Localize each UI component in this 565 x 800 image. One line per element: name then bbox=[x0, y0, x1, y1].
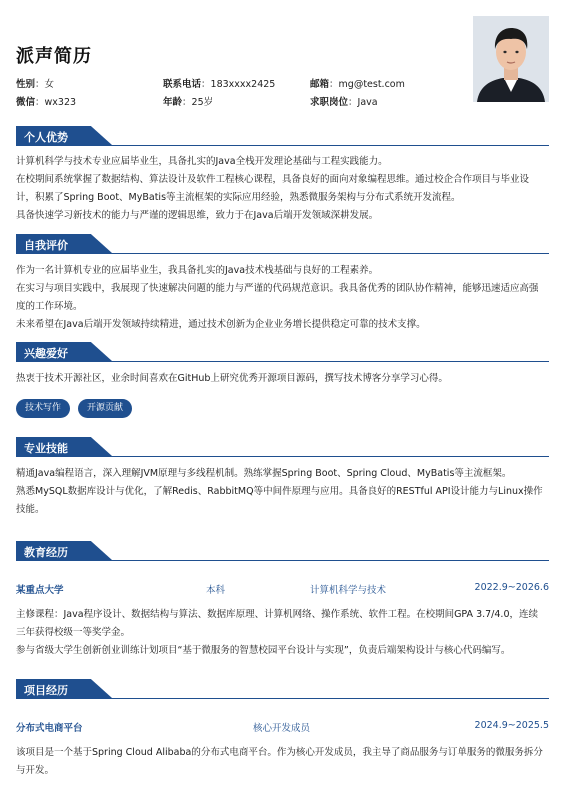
section-project-body bbox=[16, 744, 549, 780]
section-advantage-body bbox=[16, 153, 549, 225]
hobby-tags bbox=[16, 399, 132, 418]
project-period: 2024.9~2025.5 bbox=[474, 720, 549, 731]
section-project-title: 项目经历 bbox=[24, 684, 68, 697]
info-wechat-label: 微信 bbox=[16, 97, 36, 108]
hobby-tag: 开源贡献 bbox=[78, 399, 132, 418]
self-eval-line: 在实习与项目实践中，我展现了快速解决问题的能力与严谨的代码规范意识。我具备优秀的团队协作精神，能够迅速适应高强 bbox=[16, 283, 539, 294]
info-job-label: 求职岗位 bbox=[310, 97, 349, 108]
section-education-body bbox=[16, 606, 549, 660]
section-self-eval-title: 自我评价 bbox=[24, 239, 68, 252]
info-email: 邮箱：mg@test.com bbox=[310, 79, 405, 90]
education-degree: 本科 bbox=[206, 585, 226, 596]
section-skills-header bbox=[16, 437, 549, 457]
info-age: 年龄：25岁 bbox=[163, 97, 214, 108]
hobby-tag: 技术写作 bbox=[16, 399, 70, 418]
resume-name: 派声简历 bbox=[16, 46, 92, 67]
skills-line: 熟悉MySQL数据库设计与优化，了解Redis、RabbitMQ等中间件原理与应用。具备良好的RESTful API设计能力与Linux操作 bbox=[16, 486, 543, 497]
info-email-value: mg@test.com bbox=[338, 79, 405, 90]
info-wechat-value: wx323 bbox=[44, 97, 77, 108]
info-gender: 性别：女 bbox=[16, 79, 55, 90]
info-gender-label: 性别 bbox=[16, 79, 36, 90]
profile-photo bbox=[473, 16, 549, 102]
section-skills-body bbox=[16, 465, 549, 519]
section-hobby-body bbox=[16, 370, 549, 388]
info-age-label: 年龄 bbox=[163, 97, 183, 108]
info-phone-value: 183xxxx2425 bbox=[210, 79, 276, 90]
section-hobby-title: 兴趣爱好 bbox=[24, 347, 68, 360]
info-job-value: Java bbox=[357, 97, 378, 108]
info-gender-value: 女 bbox=[44, 79, 55, 90]
section-self-eval-body bbox=[16, 262, 549, 334]
section-project-header bbox=[16, 679, 549, 699]
advantage-line: 具备快速学习新技术的能力与严谨的逻辑思维，致力于在Java后端开发领域深耕发展。 bbox=[16, 210, 379, 221]
section-advantage-title: 个人优势 bbox=[24, 131, 68, 144]
advantage-line: 在校期间系统掌握了数据结构、算法设计及软件工程核心课程，具备良好的面向对象编程思维。通过校企合作项目与毕业设 bbox=[16, 174, 530, 185]
info-email-label: 邮箱 bbox=[310, 79, 330, 90]
education-school: 某重点大学 bbox=[16, 585, 64, 596]
skills-line: 技能。 bbox=[16, 504, 45, 515]
hobby-line: 热衷于技术开源社区，业余时间喜欢在GitHub上研究优秀开源项目源码，撰写技术博客分享学习心得。 bbox=[16, 373, 448, 384]
info-phone-label: 联系电话 bbox=[163, 79, 202, 90]
education-line: 参与省级大学生创新创业训练计划项目“基于微服务的智慧校园平台设计与实现”，负责后端架构设计与核心代码编写。 bbox=[16, 645, 511, 656]
project-line: 与开发。 bbox=[16, 765, 55, 776]
self-eval-line: 度的工作环境。 bbox=[16, 301, 83, 312]
skills-line: 精通Java编程语言，深入理解JVM原理与多线程机制。熟练掌握Spring Boot、Spring Cloud、MyBatis等主流框架。 bbox=[16, 468, 512, 479]
advantage-line: 计算机科学与技术专业应届毕业生，具备扎实的Java全栈开发理论基础与工程实践能力。 bbox=[16, 156, 388, 167]
section-advantage-header bbox=[16, 126, 549, 146]
info-job: 求职岗位：Java bbox=[310, 97, 378, 108]
advantage-line: 计，积累了Spring Boot、MyBatis等主流框架的实际应用经验，熟悉微服务架构与分布式系统开发流程。 bbox=[16, 192, 461, 203]
education-period: 2022.9~2026.6 bbox=[474, 582, 549, 593]
project-name: 分布式电商平台 bbox=[16, 723, 83, 734]
education-major: 计算机科学与技术 bbox=[310, 585, 387, 596]
project-role: 核心开发成员 bbox=[253, 723, 311, 734]
section-skills-title: 专业技能 bbox=[24, 442, 68, 455]
self-eval-line: 未来希望在Java后端开发领域持续精进，通过技术创新为企业业务增长提供稳定可靠的技术支撑。 bbox=[16, 319, 426, 330]
info-wechat: 微信：wx323 bbox=[16, 97, 77, 108]
section-self-eval-header bbox=[16, 234, 549, 254]
section-education-header bbox=[16, 541, 549, 561]
project-line: 该项目是一个基于Spring Cloud Alibaba的分布式电商平台。作为核心开发成员，我主导了商品服务与订单服务的微服务拆分 bbox=[16, 747, 543, 758]
self-eval-line: 作为一名计算机专业的应届毕业生，我具备扎实的Java技术栈基础与良好的工程素养。 bbox=[16, 265, 379, 276]
info-phone: 联系电话：183xxxx2425 bbox=[163, 79, 276, 90]
education-line: 主修课程：Java程序设计、数据结构与算法、数据库原理、计算机网络、操作系统、软件工程。在校期间GPA 3.7/4.0，连续 bbox=[16, 609, 538, 620]
education-line: 三年获得校级一等奖学金。 bbox=[16, 627, 131, 638]
section-education-title: 教育经历 bbox=[24, 546, 68, 559]
section-hobby-header bbox=[16, 342, 549, 362]
info-age-value: 25岁 bbox=[191, 97, 214, 108]
